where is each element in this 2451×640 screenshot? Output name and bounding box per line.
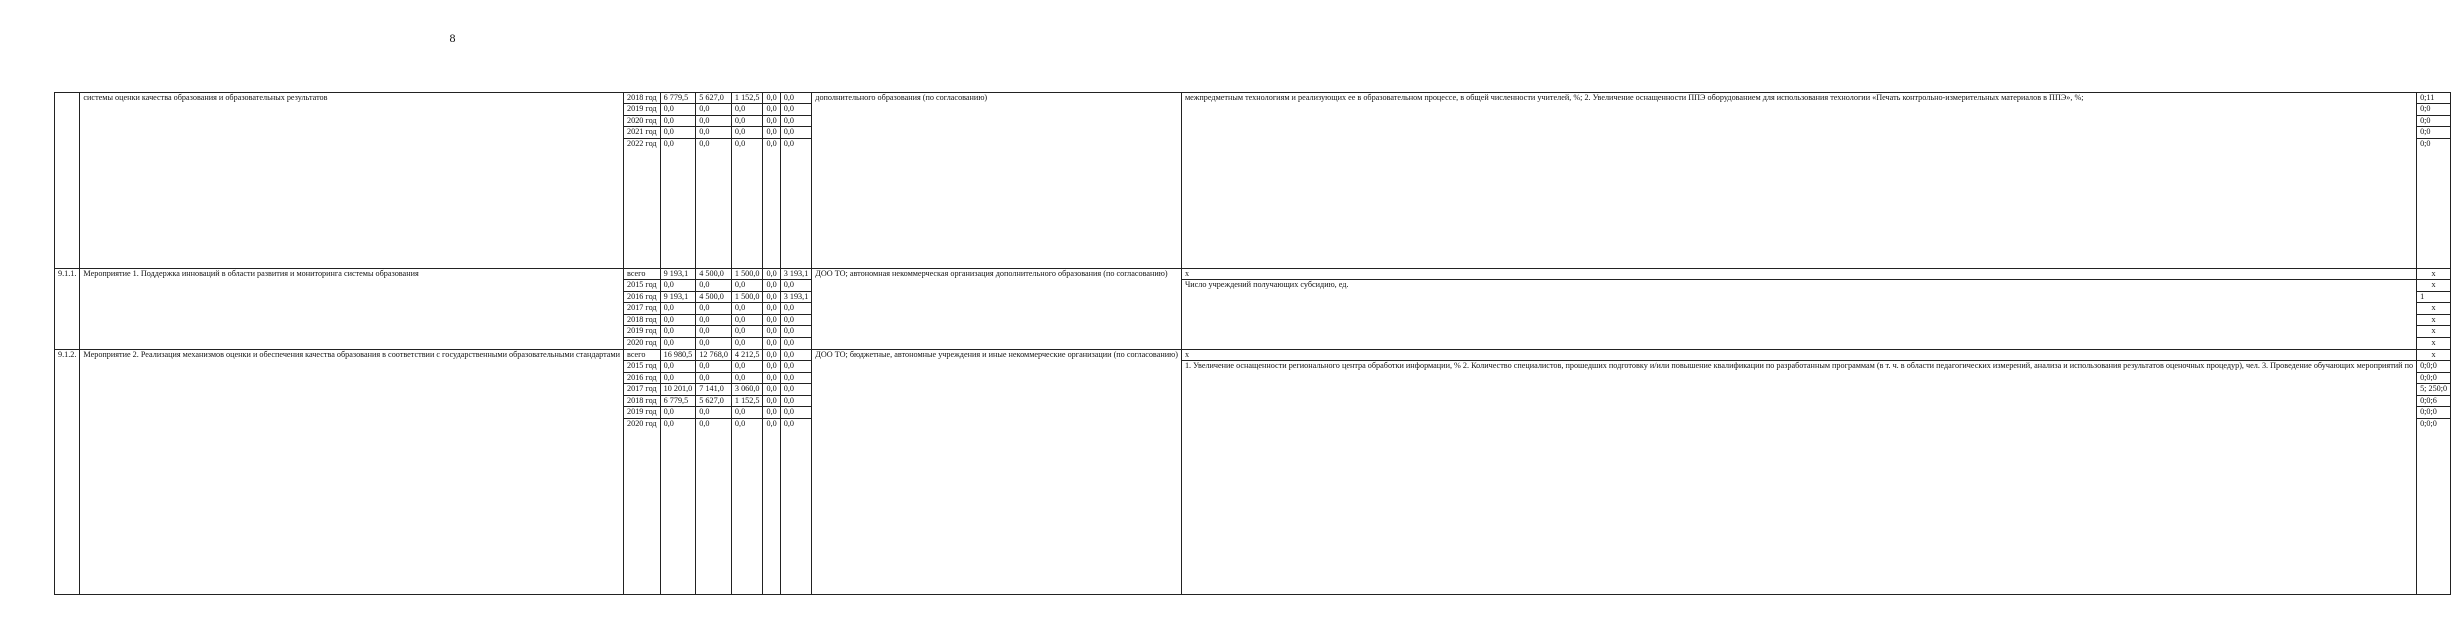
executor-cell: ДОО ТО; автономная некоммерческая организация дополнительного образования (по согласованию) (812, 268, 1182, 349)
local-cell: 0,0 (763, 372, 780, 384)
executor-cell: ДОО ТО; бюджетные, автономные учреждения и иные некоммерческие организации (по согласованию) (812, 349, 1182, 594)
regional-cell: 0,0 (731, 361, 763, 373)
other-cell: 3 193,1 (780, 268, 812, 280)
indicator-value-cell: 0;0;0 (2417, 418, 2451, 594)
other-cell: 0,0 (780, 395, 812, 407)
local-cell: 0,0 (763, 395, 780, 407)
item-name: системы оценки качества образования и образовательных результатов (80, 93, 624, 269)
indicator-cell: межпредметным технологиям и реализующих ее в образовательном процессе, в общей численности учителей, %; 2. Увеличение оснащенности ППЭ оборудованием для использования технологии «Печать контрольно-измерительных материалов в ППЭ», %; (1181, 93, 2416, 269)
other-cell: 0,0 (780, 280, 812, 292)
period-cell: 2015 год (624, 280, 661, 292)
indicator-x-cell: х (1181, 349, 2416, 361)
federal-cell: 0,0 (696, 138, 732, 268)
total-cell: 0,0 (660, 280, 696, 292)
federal-cell: 0,0 (696, 407, 732, 419)
regional-cell: 1 152,5 (731, 93, 763, 104)
federal-cell: 0,0 (696, 418, 732, 594)
local-cell: 0,0 (763, 384, 780, 396)
total-cell: 9 193,1 (660, 291, 696, 303)
local-cell: 0,0 (763, 407, 780, 419)
period-cell: всего (624, 268, 661, 280)
local-cell: 0,0 (763, 127, 780, 138)
indicator-x-cell: х (1181, 268, 2416, 280)
total-cell: 9 193,1 (660, 268, 696, 280)
period-cell: 2018 год (624, 395, 661, 407)
federal-cell: 0,0 (696, 280, 732, 292)
regional-cell: 0,0 (731, 115, 763, 126)
local-cell: 0,0 (763, 303, 780, 315)
federal-cell: 0,0 (696, 104, 732, 115)
table-row (55, 349, 2451, 361)
total-cell: 16 980,5 (660, 349, 696, 361)
total-cell: 0,0 (660, 314, 696, 326)
other-cell: 0,0 (780, 314, 812, 326)
other-cell: 0,0 (780, 418, 812, 594)
local-cell: 0,0 (763, 268, 780, 280)
federal-cell: 0,0 (696, 303, 732, 315)
item-name: Мероприятие 1. Поддержка инноваций в области развития и мониторинга системы образования (80, 268, 624, 349)
total-cell: 0,0 (660, 407, 696, 419)
other-cell: 0,0 (780, 372, 812, 384)
indicator-cell: 1. Увеличение оснащенности регионального центра обработки информации, % 2. Количество специалистов, прошедших подготовку и/или повышение квалификации по разработанным программам (в т. ч. в области педагогических измерений, анализа и использования результатов оценочных процедур), чел. 3. Проведение обучающих мероприятий по (1181, 361, 2416, 595)
local-cell: 0,0 (763, 93, 780, 104)
other-cell: 0,0 (780, 104, 812, 115)
local-cell: 0,0 (763, 337, 780, 349)
total-cell: 0,0 (660, 115, 696, 126)
indicator-value-cell: х (2417, 349, 2451, 361)
indicator-value-cell: 0;0 (2417, 115, 2451, 126)
total-cell: 0,0 (660, 361, 696, 373)
other-cell: 0,0 (780, 127, 812, 138)
program-table (54, 92, 2451, 595)
indicator-value-cell: х (2417, 337, 2451, 349)
period-cell: 2020 год (624, 418, 661, 594)
regional-cell: 0,0 (731, 337, 763, 349)
period-cell: 2018 год (624, 314, 661, 326)
regional-cell: 0,0 (731, 314, 763, 326)
other-cell: 3 193,1 (780, 291, 812, 303)
other-cell: 0,0 (780, 337, 812, 349)
period-cell: 2020 год (624, 115, 661, 126)
regional-cell: 1 500,0 (731, 291, 763, 303)
federal-cell: 0,0 (696, 372, 732, 384)
indicator-value-cell: 0;0 (2417, 104, 2451, 115)
period-cell: 2017 год (624, 303, 661, 315)
indicator-value-cell: 0;0;0 (2417, 372, 2451, 384)
regional-cell: 0,0 (731, 407, 763, 419)
regional-cell: 0,0 (731, 104, 763, 115)
item-code: 9.1.1. (55, 268, 80, 349)
local-cell: 0,0 (763, 104, 780, 115)
total-cell: 6 779,5 (660, 395, 696, 407)
indicator-value-cell: х (2417, 280, 2451, 292)
total-cell: 0,0 (660, 372, 696, 384)
period-cell: 2021 год (624, 127, 661, 138)
federal-cell: 0,0 (696, 314, 732, 326)
other-cell: 0,0 (780, 349, 812, 361)
indicator-value-cell: 5; 250;0 (2417, 384, 2451, 396)
local-cell: 0,0 (763, 291, 780, 303)
regional-cell: 1 152,5 (731, 395, 763, 407)
regional-cell: 1 500,0 (731, 268, 763, 280)
other-cell: 0,0 (780, 93, 812, 104)
federal-cell: 0,0 (696, 115, 732, 126)
total-cell: 0,0 (660, 138, 696, 268)
federal-cell: 0,0 (696, 326, 732, 338)
period-cell: 2018 год (624, 93, 661, 104)
indicator-value-cell: 0;0;0 (2417, 361, 2451, 373)
indicator-value-cell: 0;0 (2417, 138, 2451, 268)
period-cell: 2019 год (624, 326, 661, 338)
period-cell: 2022 год (624, 138, 661, 268)
period-cell: 2020 год (624, 337, 661, 349)
regional-cell: 3 060,0 (731, 384, 763, 396)
indicator-value-cell: 0;11 (2417, 93, 2451, 104)
federal-cell: 5 627,0 (696, 93, 732, 104)
local-cell: 0,0 (763, 361, 780, 373)
local-cell: 0,0 (763, 138, 780, 268)
federal-cell: 0,0 (696, 127, 732, 138)
federal-cell: 0,0 (696, 361, 732, 373)
regional-cell: 0,0 (731, 138, 763, 268)
period-cell: 2015 год (624, 361, 661, 373)
indicator-value-cell: х (2417, 268, 2451, 280)
indicator-value-cell: 0;0 (2417, 127, 2451, 138)
federal-cell: 7 141,0 (696, 384, 732, 396)
total-cell: 6 779,5 (660, 93, 696, 104)
regional-cell: 0,0 (731, 418, 763, 594)
indicator-value-cell: х (2417, 314, 2451, 326)
federal-cell: 0,0 (696, 337, 732, 349)
period-cell: 2016 год (624, 291, 661, 303)
period-cell: всего (624, 349, 661, 361)
total-cell: 10 201,0 (660, 384, 696, 396)
indicator-value-cell: х (2417, 326, 2451, 338)
local-cell: 0,0 (763, 326, 780, 338)
federal-cell: 5 627,0 (696, 395, 732, 407)
total-cell: 0,0 (660, 303, 696, 315)
local-cell: 0,0 (763, 418, 780, 594)
indicator-value-cell: 1 (2417, 291, 2451, 303)
other-cell: 0,0 (780, 407, 812, 419)
other-cell: 0,0 (780, 384, 812, 396)
total-cell: 0,0 (660, 326, 696, 338)
federal-cell: 12 768,0 (696, 349, 732, 361)
total-cell: 0,0 (660, 104, 696, 115)
item-code (55, 93, 80, 269)
table-row (55, 93, 2451, 104)
period-cell: 2019 год (624, 104, 661, 115)
period-cell: 2017 год (624, 384, 661, 396)
period-cell: 2016 год (624, 372, 661, 384)
regional-cell: 0,0 (731, 326, 763, 338)
other-cell: 0,0 (780, 138, 812, 268)
indicator-cell: Число учреждений получающих субсидию, ед. (1181, 280, 2416, 350)
other-cell: 0,0 (780, 326, 812, 338)
total-cell: 0,0 (660, 337, 696, 349)
table-row (55, 268, 2451, 280)
local-cell: 0,0 (763, 349, 780, 361)
indicator-value-cell: 0;0;6 (2417, 395, 2451, 407)
local-cell: 0,0 (763, 115, 780, 126)
other-cell: 0,0 (780, 303, 812, 315)
other-cell: 0,0 (780, 361, 812, 373)
regional-cell: 0,0 (731, 303, 763, 315)
regional-cell: 4 212,5 (731, 349, 763, 361)
local-cell: 0,0 (763, 280, 780, 292)
executor-cell: дополнительного образования (по согласованию) (812, 93, 1182, 269)
indicator-value-cell: х (2417, 303, 2451, 315)
page-number: 8 (449, 31, 456, 45)
federal-cell: 4 500,0 (696, 268, 732, 280)
federal-cell: 4 500,0 (696, 291, 732, 303)
total-cell: 0,0 (660, 127, 696, 138)
regional-cell: 0,0 (731, 372, 763, 384)
item-name: Мероприятие 2. Реализация механизмов оценки и обеспечения качества образования в соответствии с государственными образовательными стандартами (80, 349, 624, 594)
regional-cell: 0,0 (731, 127, 763, 138)
period-cell: 2019 год (624, 407, 661, 419)
item-code: 9.1.2. (55, 349, 80, 594)
regional-cell: 0,0 (731, 280, 763, 292)
other-cell: 0,0 (780, 115, 812, 126)
local-cell: 0,0 (763, 314, 780, 326)
indicator-value-cell: 0;0;0 (2417, 407, 2451, 419)
total-cell: 0,0 (660, 418, 696, 594)
